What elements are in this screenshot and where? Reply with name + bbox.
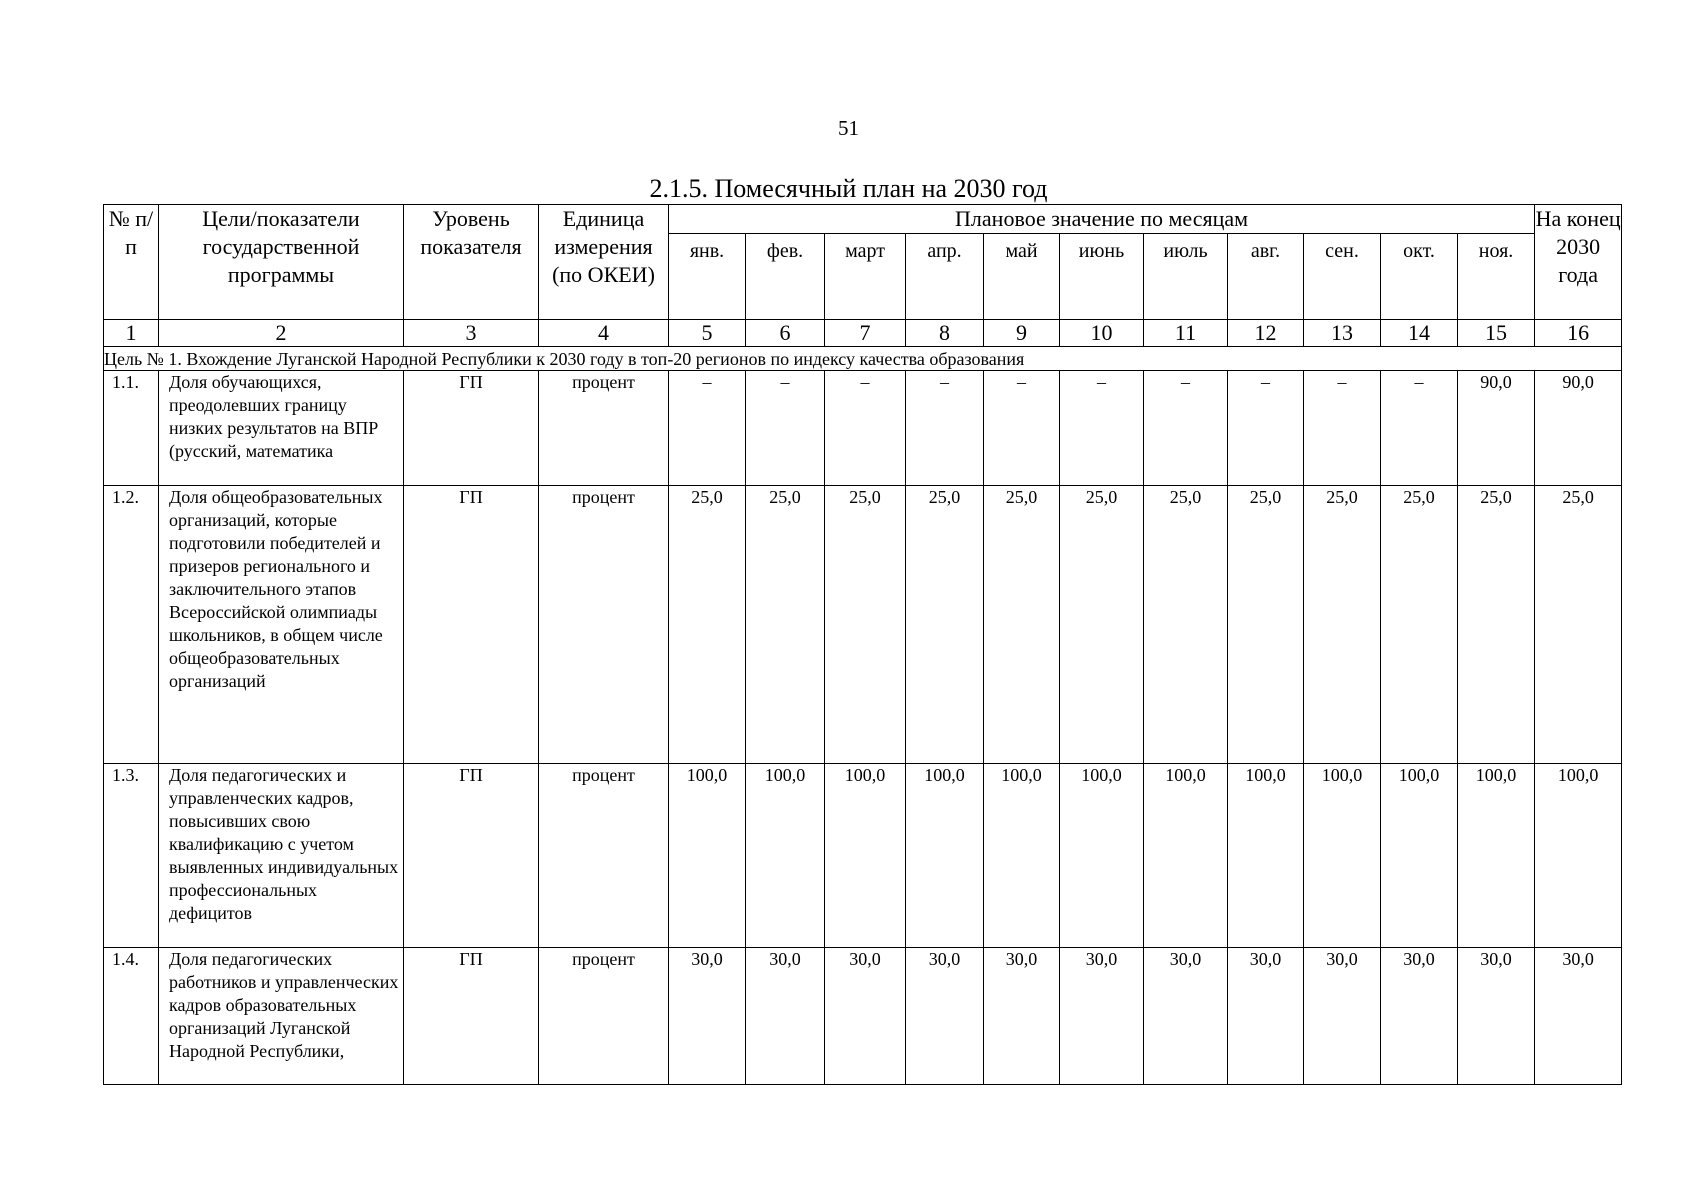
indicator-name: Доля общеобразовательных организаций, которые подготовили победителей и призеров регионального и заключительного этапов Всероссийской олимпиады школьников, в общем числе общеобразовательных организаций — [159, 486, 404, 764]
month-value: 100,0 — [906, 764, 984, 948]
month-value: – — [906, 371, 984, 486]
table-row — [104, 948, 1622, 1085]
indicator-level: ГП — [404, 371, 539, 486]
month-value: 100,0 — [1144, 764, 1228, 948]
indicator-level: ГП — [404, 948, 539, 1085]
column-number: 11 — [1144, 320, 1228, 347]
month-value: 100,0 — [1304, 764, 1381, 948]
month-value: 30,0 — [1228, 948, 1304, 1085]
row-number: 1.3. — [104, 764, 159, 948]
column-number: 5 — [669, 320, 746, 347]
column-number: 7 — [825, 320, 906, 347]
header-month: авг. — [1228, 234, 1304, 320]
column-number: 4 — [539, 320, 669, 347]
table-row — [104, 371, 1622, 486]
header-month: март — [825, 234, 906, 320]
indicator-unit: процент — [539, 948, 669, 1085]
month-value: – — [825, 371, 906, 486]
column-number: 6 — [746, 320, 825, 347]
column-number: 13 — [1304, 320, 1381, 347]
month-value: 100,0 — [1381, 764, 1458, 948]
month-value: 30,0 — [746, 948, 825, 1085]
month-value: 25,0 — [1458, 486, 1535, 764]
month-value: 30,0 — [1304, 948, 1381, 1085]
goal-row — [104, 347, 1622, 371]
month-value: 100,0 — [825, 764, 906, 948]
month-value: 25,0 — [669, 486, 746, 764]
page-number: 51 — [838, 116, 859, 140]
header-monthly-plan: Плановое значение по месяцам — [669, 205, 1535, 234]
header-month: апр. — [906, 234, 984, 320]
month-value: 30,0 — [984, 948, 1060, 1085]
month-value: 25,0 — [1381, 486, 1458, 764]
header-month: июнь — [1060, 234, 1144, 320]
column-number: 3 — [404, 320, 539, 347]
month-value: 25,0 — [984, 486, 1060, 764]
month-value: – — [1144, 371, 1228, 486]
month-value: 25,0 — [746, 486, 825, 764]
month-value: 30,0 — [906, 948, 984, 1085]
table-row — [104, 486, 1622, 764]
year-end-value: 90,0 — [1535, 371, 1622, 486]
month-value: 30,0 — [1458, 948, 1535, 1085]
header-month: фев. — [746, 234, 825, 320]
month-value: 25,0 — [1304, 486, 1381, 764]
month-value: 100,0 — [746, 764, 825, 948]
indicator-name: Доля педагогических и управленческих кадров, повысивших свою квалификацию с учетом выявленных индивидуальных профессиональных дефицитов — [159, 764, 404, 948]
column-numbers-row — [104, 320, 1622, 347]
row-number: 1.4. — [104, 948, 159, 1085]
column-number: 10 — [1060, 320, 1144, 347]
indicator-level: ГП — [404, 486, 539, 764]
indicator-name: Доля обучающихся, преодолевших границу низких результатов на ВПР (русский, математика — [159, 371, 404, 486]
month-value: 30,0 — [1381, 948, 1458, 1085]
indicator-unit: процент — [539, 764, 669, 948]
header-month: сен. — [1304, 234, 1381, 320]
month-value: 100,0 — [1458, 764, 1535, 948]
column-number: 12 — [1228, 320, 1304, 347]
month-value: – — [669, 371, 746, 486]
month-value: 25,0 — [1228, 486, 1304, 764]
month-value: 100,0 — [1060, 764, 1144, 948]
header-month: ноя. — [1458, 234, 1535, 320]
month-value: 25,0 — [1060, 486, 1144, 764]
indicator-name: Доля педагогических работников и управленческих кадров образовательных организаций Луганской Народной Республики, — [159, 948, 404, 1085]
month-value: 100,0 — [669, 764, 746, 948]
row-number: 1.2. — [104, 486, 159, 764]
year-end-value: 25,0 — [1535, 486, 1622, 764]
indicator-unit: процент — [539, 371, 669, 486]
month-value: 100,0 — [1228, 764, 1304, 948]
header-month: май — [984, 234, 1060, 320]
month-value: 25,0 — [1144, 486, 1228, 764]
table-row — [104, 764, 1622, 948]
column-number: 9 — [984, 320, 1060, 347]
column-number: 2 — [159, 320, 404, 347]
month-value: 25,0 — [825, 486, 906, 764]
month-value: – — [1304, 371, 1381, 486]
column-number: 16 — [1535, 320, 1622, 347]
header-goals: Цели/показатели государственной программы — [159, 205, 404, 320]
month-value: – — [1381, 371, 1458, 486]
column-number: 14 — [1381, 320, 1458, 347]
column-number: 1 — [104, 320, 159, 347]
document-title: 2.1.5. Помесячный план на 2030 год — [649, 174, 1048, 203]
header-month: янв. — [669, 234, 746, 320]
month-value: 30,0 — [825, 948, 906, 1085]
month-value: 30,0 — [669, 948, 746, 1085]
year-end-value: 30,0 — [1535, 948, 1622, 1085]
year-end-value: 100,0 — [1535, 764, 1622, 948]
month-value: – — [984, 371, 1060, 486]
indicator-level: ГП — [404, 764, 539, 948]
column-number: 15 — [1458, 320, 1535, 347]
header-unit: Единица измерения (по ОКЕИ) — [539, 205, 669, 320]
header-num: № п/п — [104, 205, 159, 320]
month-value: 30,0 — [1144, 948, 1228, 1085]
month-value: 30,0 — [1060, 948, 1144, 1085]
month-value: 100,0 — [984, 764, 1060, 948]
indicator-unit: процент — [539, 486, 669, 764]
goal-text: Цель № 1. Вхождение Луганской Народной Республики к 2030 году в топ-20 регионов по индексу качества образования — [104, 347, 1622, 371]
header-end-of-year: На конец 2030 года — [1535, 205, 1622, 320]
month-value: – — [1060, 371, 1144, 486]
month-value: 25,0 — [906, 486, 984, 764]
month-value: – — [1228, 371, 1304, 486]
header-month: окт. — [1381, 234, 1458, 320]
month-value: – — [746, 371, 825, 486]
monthly-plan-table — [103, 204, 1622, 1085]
column-number: 8 — [906, 320, 984, 347]
row-number: 1.1. — [104, 371, 159, 486]
header-level: Уровень показателя — [404, 205, 539, 320]
month-value: 90,0 — [1458, 371, 1535, 486]
header-month: июль — [1144, 234, 1228, 320]
